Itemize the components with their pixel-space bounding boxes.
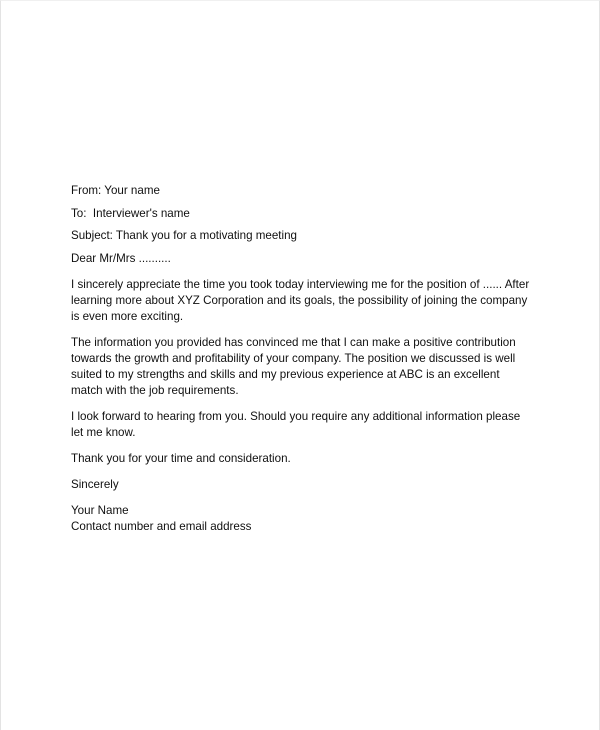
body-paragraph-3: I look forward to hearing from you. Should you require any additional information please let me know. — [71, 409, 521, 439]
salutation-line: Dear Mr/Mrs .......... — [71, 251, 171, 265]
signature-contact: Contact number and email address — [71, 519, 252, 533]
subject-line: Subject: Thank you for a motivating meeting — [71, 229, 297, 242]
closing-line: Sincerely — [71, 477, 119, 491]
from-line: From: Your name — [71, 184, 160, 197]
letter-body — [71, 183, 533, 535]
letter-header — [71, 183, 533, 267]
signature-block — [71, 503, 533, 535]
body-paragraph-2: The information you provided has convinced me that I can make a positive contribution towards the growth and profitability of your company. The position we discussed is well suited to my strengths and skills and my previous experience at ABC is an excellent match with the job requirements. — [71, 335, 516, 397]
signature-name: Your Name — [71, 503, 129, 517]
body-paragraph-1: I sincerely appreciate the time you took today interviewing me for the position of ...... After learning more about XYZ Corporation and its goals, the possibility of joining the company is even more exciting. — [71, 277, 530, 323]
header-body-spacer — [71, 267, 533, 277]
body-paragraph-4: Thank you for your time and consideration. — [71, 451, 291, 465]
to-line: To: Interviewer's name — [71, 206, 190, 220]
